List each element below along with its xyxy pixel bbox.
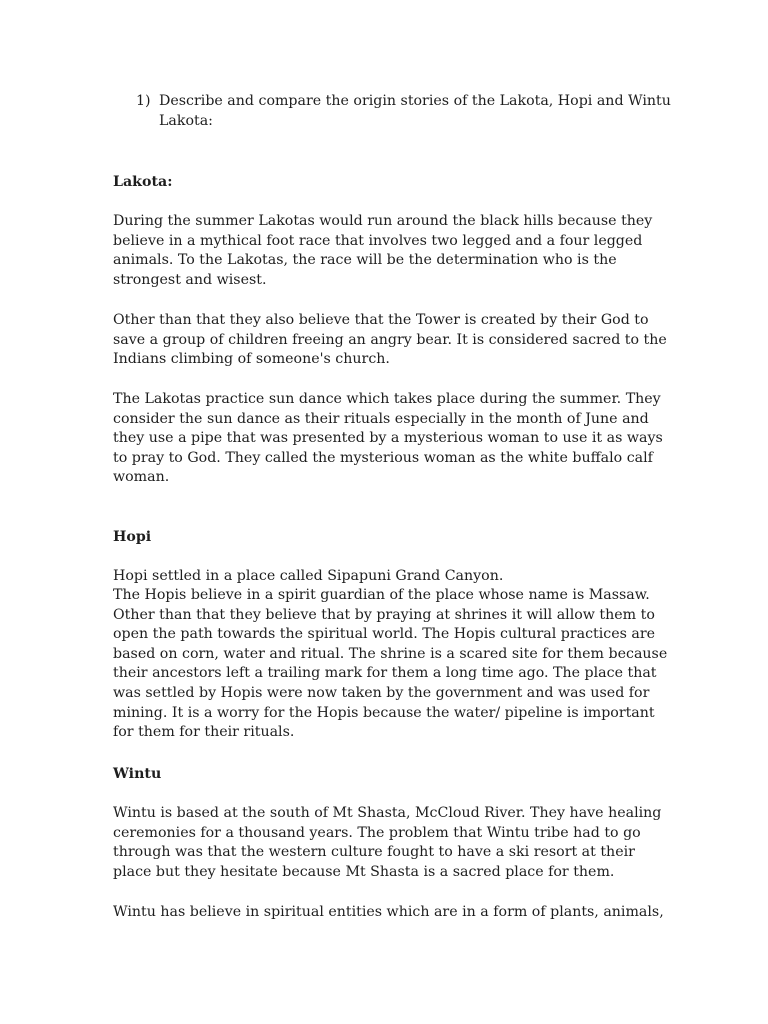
wintu-heading: Wintu (113, 766, 162, 782)
wintu-paragraph-2: Wintu has believe in spiritual entities which are in a form of plants, animals, (113, 904, 664, 920)
hopi-paragraph-1: The Hopis believe in a spirit guardian of the place whose name is Massaw. Other than that they believe that by praying at shrines it will allow them to open the path towards the spiritual world. The Hopis cultural practices are based on corn, water and ritual. The shrine is a scared site for them because their ancestors left a trailing mark for them a long time ago. The place that was settled by Hopis were now taken by the government and was used for mining. It is a worry for the Hopis because the water/ pipeline is important for them for their rituals. (113, 587, 668, 741)
question-line-2: Lakota: (159, 112, 213, 129)
hopi-heading: Hopi (113, 529, 152, 545)
question-number: 1) (136, 93, 151, 109)
lakota-paragraph-1: During the summer Lakotas would run around the black hills because they believe in a mythical foot race that involves two legged and a four legged animals. To the Lakotas, the race will be the determination who is the strongest and wisest. (113, 213, 653, 288)
wintu-paragraph-1: Wintu is based at the south of Mt Shasta, McCloud River. They have healing ceremonies for a thousand years. The problem that Wintu tribe had to go through was that the western culture fought to have a ski resort at their place but they hesitate because Mt Shasta is a sacred place for them. (113, 805, 662, 880)
lakota-paragraph-3: The Lakotas practice sun dance which takes place during the summer. They consider the sun dance as their rituals especially in the month of June and they use a pipe that was presented by a mysterious woman to use it as ways to pray to God. They called the mysterious woman as the white buffalo calf woman. (113, 391, 663, 486)
hopi-line-1: Hopi settled in a place called Sipapuni Grand Canyon. (113, 568, 504, 584)
lakota-heading: Lakota: (113, 174, 173, 190)
question-line-1: Describe and compare the origin stories of the Lakota, Hopi and Wintu (159, 93, 671, 109)
question-text (159, 92, 696, 131)
lakota-paragraph-2: Other than that they also believe that the Tower is created by their God to save a group of children freeing an angry bear. It is considered sacred to the Indians climbing of someone's church. (113, 312, 667, 368)
question-item (136, 92, 696, 131)
